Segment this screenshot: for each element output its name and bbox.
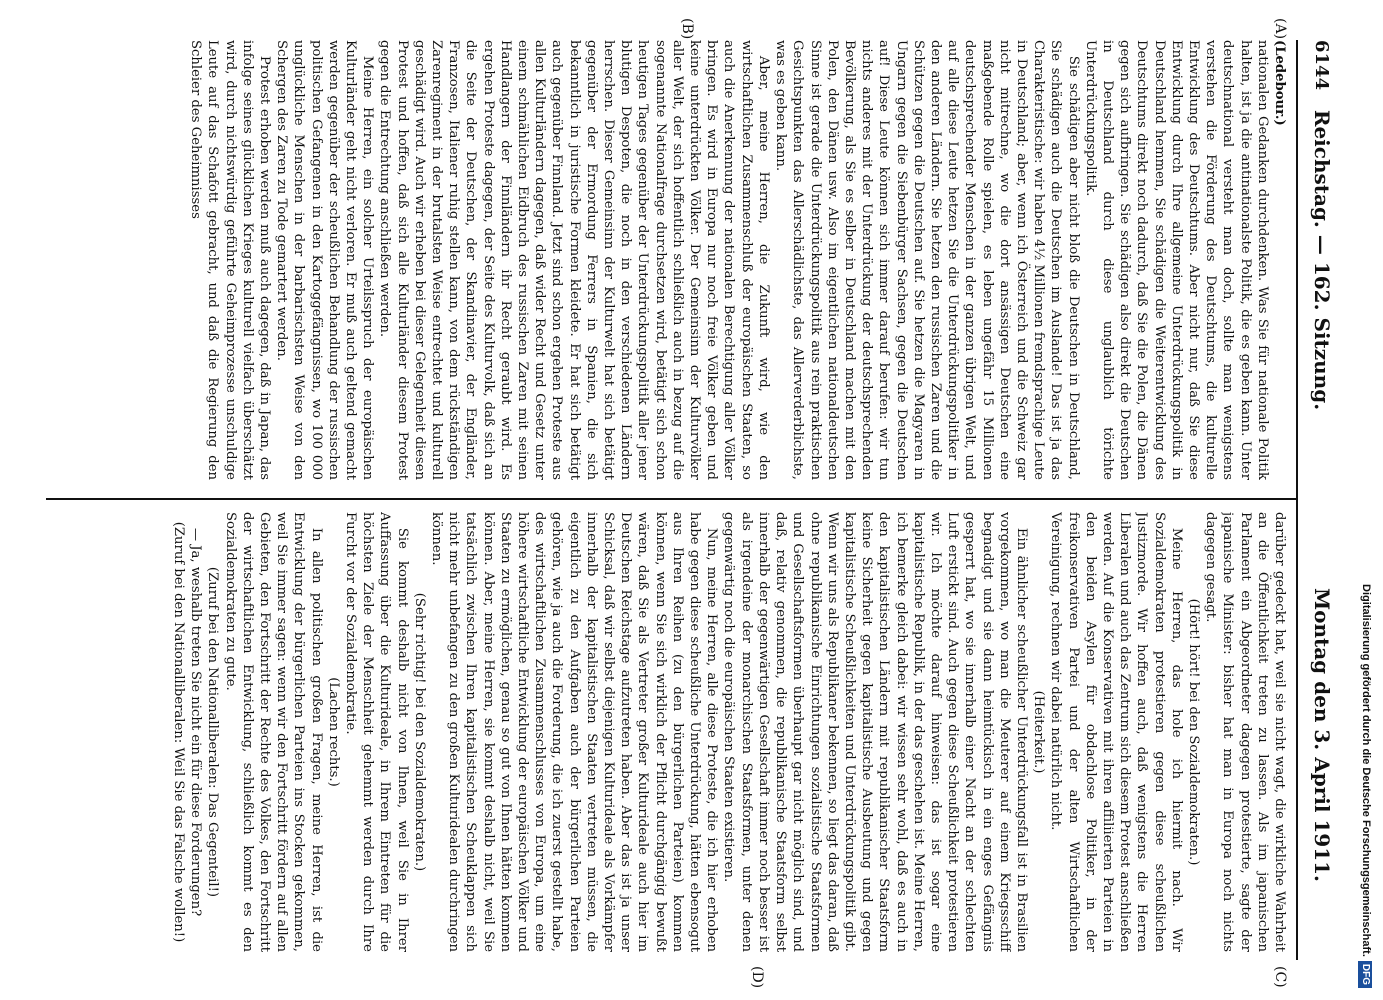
credit-text: Digitalisierung gefördert durch die Deutsche Forschungsgemeinschaft.: [1360, 584, 1372, 957]
interjection: (Sehr richtig! bei den Sozialdemokraten.): [411, 592, 427, 872]
header-left-title: Reichstag. — 162. Sitzung.: [1310, 109, 1334, 411]
paragraph: darüber gedeckt hat, weil sie nicht wagt, die wirkliche Wahrheit an die Öffentlichkeit treten zu lassen. Als im japanischen Parlament ein Abgeordneter dagegen protestierte, sagte der japanische Minister: bisher hat man in Europa noch nichts dagegen gesagt.: [1203, 512, 1287, 952]
paragraph: — Ja, weshalb treten Sie nicht ein für diese Forderungen?: [188, 527, 204, 917]
interjection: (Zuruf bei den Nationalliberalen: Das Gegenteil!): [205, 566, 221, 898]
paragraph: Meine Herren, ein solcher Urteilsspruch der europäischen Kulturländer geht nicht verloren. Er muß auch geltend gemacht werden gegenüber der scheußlichen Behandlung der russischen politischen Gefangenen in den Kartoggefängnissen, wo 100 000 unglückliche Menschen in der barbarischsten Weise von den Schergen des Zaren zu Tode gemartert werden.: [274, 40, 376, 480]
margin-marker-c: (C): [1272, 966, 1288, 988]
digitization-credit: [1356, 8, 1378, 992]
interjection: (Hört! hört! bei den Sozialdemokraten.): [1185, 598, 1201, 866]
margin-marker-b: (B): [679, 18, 695, 40]
interjection: (Heiterkeit.): [1031, 690, 1047, 774]
paragraph: Ein ähnlicher scheußlicher Unterdrückungsfall ist in Brasilien vorgekommen, wo man die Meuterer auf einem Kriegsschiff begnadigt und sie dann heimtückisch in ein enges Gefängnis gesperrt hat, wo sie innerhalb einer Nacht an der schlechten Luft erstickt sind. Auch gegen diese Scheußlichkeit protestieren wir. Ich möchte darauf hinweisen: das ist sogar eine kapitalistische Republik, in der das geschehen ist. Meine Herren, ich bemerke gleich dabei: wir wissen sehr wohl, daß es auch in den kapitalistischen Ländern mit republikanischer Staatsform keine Sicherheit gegen kapitalistische Ausbeutung und gegen kapitalistische Scheußlichkeiten und Unterdrückungspolitik gibt. Wenn wir uns als Republikaner bekennen, so liegt das daran, daß ohne republikanische Einrichtungen sozialistische Staatsformen und Gesellschaftsformen überhaupt gar nicht möglich sind, und daß, relativ genommen, die republikanische Staatsform selbst innerhalb der gegenwärtigen Gesellschaft immer noch besser ist als irgendeine der monarchischen Staatsformen, unter denen gegenwärtig noch die europäischen Staaten existieren.: [721, 512, 1029, 952]
left-column: [48, 40, 1288, 480]
paragraph: Sie kommt deshalb nicht von Ihnen, weil Sie in Ihrer Auffassung über die Kulturideale, in Ihrem Eintreten für die höchsten Ziele der Menschheit gehemmt werden durch Ihre Furcht vor der Sozialdemokratie.: [343, 512, 410, 952]
margin-marker-a: (A): [1272, 18, 1288, 40]
paragraph: Sie schädigen aber nicht bloß die Deutschen in Deutschland, Sie schädigen auch die Deutschen im Auslande! Das ist ja das Charakteristische: wir haben 4½ Millionen fremdsprachige Leute in Deutschland; aber, wenn ich Österreich und die Schweiz gar nicht mitrechne, wo die dort ansässigen Deutschen eine maßgebende Rolle spielen, es leben ungefähr 15 Millionen deutschsprechender Menschen in der ganzen übrigen Welt, und auf alle diese Leute hetzen Sie die Unterdrückungspolitiker in den anderen Ländern. Sie hetzen den russischen Zaren und die Schützen gegen die Deutschen auf. Sie hetzen die Magyaren in Ungarn gegen die Siebenbürger Sachsen, gegen die Deutschen auf! Diese Leute können sich immer darauf berufen: wir tun nichts anderes mit der Unterdrückung der deutschsprechenden Bevölkerung, als Sie es selber in Deutschland machen mit den Polen, den Dänen usw. Also im eigentlichen nationaldeutschen Sinne ist gerade die Unterdrückungspolitik aus rein praktischen Gesichtspunkten das Allerschädlichste, das Allerverderblichste, was es geben kann.: [773, 40, 1081, 480]
page-number: 6144: [1311, 40, 1332, 91]
paragraph: In allen politischen großen Fragen, meine Herren, ist die Entwicklung der bürgerlichen Parteien ins Stocken gekommen, weil Sie immer sagen: wenn wir den Fortschritt fördern auf allen Gebieten, den Fortschritt der Rechte des Volkes, den Fortschritt der wirtschaftlichen Entwicklung, schließlich kommt es den Sozialdemokraten zu gute.: [222, 512, 324, 952]
header-rule: [1296, 40, 1298, 960]
interjection: (Lachen rechts.): [325, 677, 341, 787]
page-header: [1300, 40, 1340, 960]
right-column: [48, 512, 1288, 952]
paragraph: Nun, meine Herren, alle diese Proteste, die ich hier erhoben habe gegen diese scheußliche Unterdrückung, hätten ebensogut aus Ihren Reihen (zu den bürgerlichen Parteien) kommen können, wenn Sie sich wirklich der Pflicht durchgängig bewußt wären, daß Sie als Vertreter großer Kulturideale auch hier im Deutschen Reichstage aufzutreten haben. Aber das ist ja unser Schicksal, daß wir selbst diejenigen Kulturideale als Vorkämpfer innerhalb der kapitalistischen Staaten vertreten müssen, die eigentlich zu den Aufgaben auch der bürgerlichen Parteien gehören, wie ja auch die Forderung, die ich zuerst gestellt habe, des wirtschaftlichen Zusammenschlusses von Europa, um eine höhere wirtschaftliche Entwicklung der europäischen Völker und Staaten zu ermöglichen, genau so gut von Ihnen hätten kommen können. Aber, meine Herren, sie kommt deshalb nicht, weil Sie tatsächlich zwischen Ihren kapitalistischen Scheuklappen sich nicht mehr unbefangen zu den großen Kulturidealen durchringen können.: [429, 512, 720, 952]
dfg-logo: DFG: [1358, 961, 1372, 988]
rotated-page-content: [40, 18, 1340, 989]
column-divider: [46, 498, 1296, 500]
paragraph: Protest erhoben werden muß auch dagegen, daß in Japan, das infolge seines glücklichen Krieges kulturell vielfach überschätzt wird, durch nichtswürdig geführte Geheimprozesse unschuldige Leute auf das Schafott gebracht, und daß die Regierung den Schleier des Geheimnisses: [188, 40, 273, 480]
speaker-label: (Ledebour.): [1272, 40, 1287, 126]
paragraph: Meine Herren, das hole ich hiermit nach. Wir Sozialdemokraten protestieren gegen diese scheußlichen Justizmorde. Wir hoffen auch, daß wenigstens die Herren Liberalen und auch das Zentrum sich diesem Protest anschließen werden. Auf die Konservativen mit ihren affiliierten Parteien in den beiden Asylen für obdachlose Politiker, in der freikonservativen Partei und der alten Wirtschaftlichen Vereinigung, rechnen wir dabei natürlich nicht.: [1048, 512, 1184, 952]
interjection: (Zuruf bei den Nationalliberalen: Weil Sie das Falsche wollen!): [171, 521, 186, 943]
paragraph: Aber, meine Herren, die Zukunft wird, wie den wirtschaftlichen Zusammenschluß der europäischen Staaten, so auch die Anerkennung der nationalen Berechtigung aller Völker bringen. Es wird in Europa nur noch freie Völker geben und keine unterdrückten Völker. Der Gemeinsinn der Kulturvölker aller Welt, der sich hoffentlich schließlich auch in bezug auf die sogenannte Nationalfrage durchsetzen wird, betätigt sich schon heutigen Tages gegenüber der Unterdrückungspolitik aller jener blutigen Despoten, die noch in den verschiedenen Ländern herrschen. Dieser Gemeinsinn der Kulturwelt hat sich betätigt gegenüber der Ermordung Ferrers in Spanien, die sich bekanntlich in juristische Formen kleidete. Er hat sich betätigt auch gegenüber Finnland. Jetzt sind schon ergehen Proteste aus allen Kulturländern dagegen, daß wider Recht und Gesetz unter einem schmählichen Eidbruch des russischen Zaren mit seinen Handlangern der Finnländern ihr Recht geraubt wird. Es ergehen Proteste dagegen, der Seite des Kulturvolk, daß sich an die Seite der Deutschen, der Skandinavier, der Engländer, Franzosen, Italiener ruhig stellen kann, von dem rückständigen Zarenregiment in der brutalsten Weise entrechtet und kulturell geschädigt wird. Auch wir erheben bei dieser Gelegenheit diesen Protest und hoffen, daß sich alle Kulturländer diesem Protest gegen die Entrechtung anschließen werden.: [377, 40, 771, 480]
header-right-title: Montag den 3. April 1911.: [1310, 587, 1334, 883]
paragraph: nationalen Gedanken durchdenken. Was Sie für nationale Politik halten, ist ja die antinationalste Politik, die es geben kann. Unter deutschnational versteht man doch, sollte man wenigstens verstehen die Förderung des Deutschtums, die kulturelle Entwicklung des Deutschtums. Aber nicht nur, daß Sie diese Entwicklung durch Ihre allgemeine Unterdrückungspolitik in Deutschland hemmen, Sie schädigen die Weiterentwicklung des Deutschtums direkt noch dadurch, daß Sie die Polen, die Dänen gegen sich aufbringen. Sie schädigen also direkt die Deutschen in Deutschland durch diese unglaublich törichte Unterdrückungspolitik.: [1082, 40, 1270, 480]
margin-marker-d: (D): [749, 966, 765, 989]
